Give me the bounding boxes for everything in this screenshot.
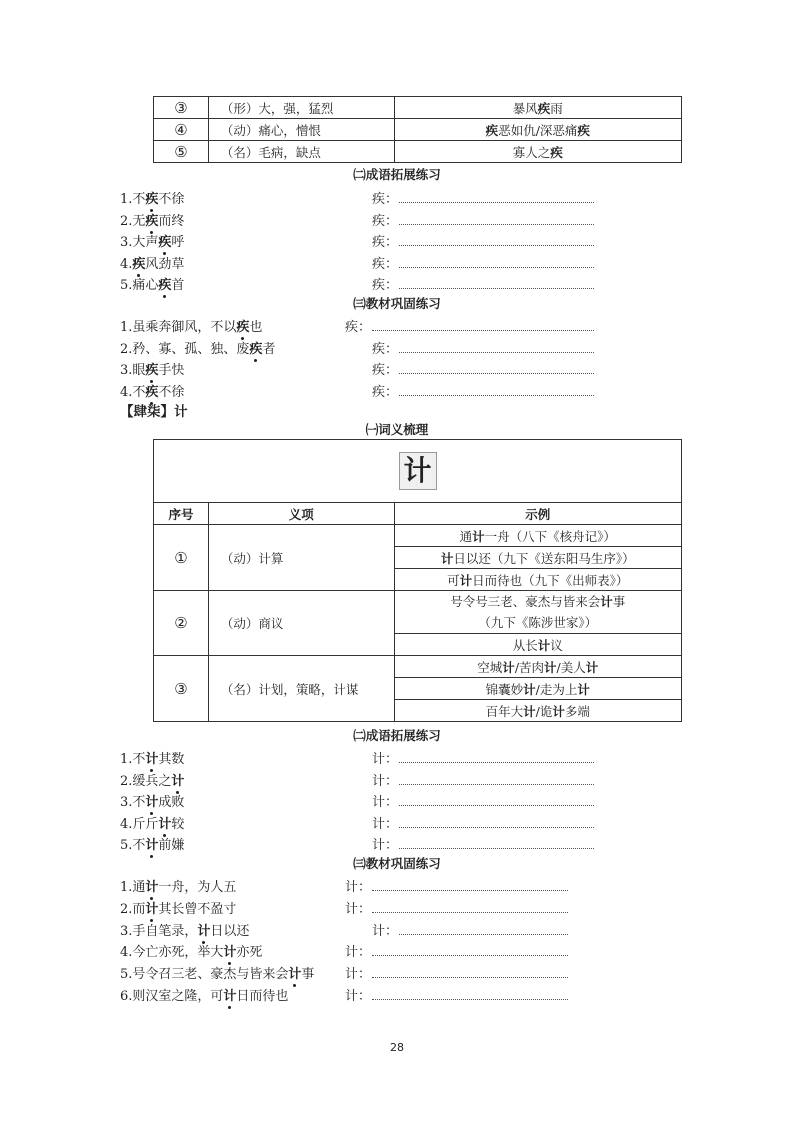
answer-blank[interactable] <box>372 890 568 891</box>
row-number: ④ <box>154 119 209 141</box>
answer-blank[interactable] <box>372 955 568 956</box>
answer-label: 计： <box>372 752 399 767</box>
example-text: 从长 <box>512 637 538 653</box>
exercise-text <box>120 920 249 939</box>
exercise-pre: 3.手自笔录， <box>120 923 198 939</box>
key-char: 疾 <box>145 192 159 207</box>
key-char: 计 <box>537 637 551 653</box>
key-char: 疾 <box>236 320 250 335</box>
meaning-cell: （形）大，强，猛烈 <box>208 97 394 119</box>
key-char: 计 <box>585 659 599 675</box>
answer-label: 计： <box>372 795 399 810</box>
exercise-text <box>120 338 275 357</box>
exercise-post: 事 <box>301 967 315 983</box>
exercise-post: 其长曾不盈寸 <box>158 901 237 917</box>
exercise-pre: 3.大声 <box>120 235 159 250</box>
exercise-pre: 1.不 <box>120 192 146 207</box>
example-text: 多端 <box>564 703 590 719</box>
big-char: 计 <box>399 452 437 490</box>
exercise-pre: 3.不 <box>120 795 146 810</box>
ji-meaning-table <box>153 96 682 163</box>
exercise-post: 较 <box>171 816 185 832</box>
exercise-pre: 5.号令召三老、豪杰与皆来会 <box>120 967 289 983</box>
exercise-text <box>120 876 236 895</box>
exercise-post: 首 <box>171 278 185 293</box>
page-number: 28 <box>390 1041 404 1054</box>
answer-label: 计： <box>372 816 399 832</box>
key-char: 计 <box>288 967 302 983</box>
exercise-text <box>120 381 184 400</box>
row-number: ① <box>154 525 209 591</box>
row-number: ③ <box>154 656 209 722</box>
example-text: 通 <box>459 528 473 544</box>
answer-blank[interactable] <box>399 784 594 785</box>
example-text: 日而待也（九下《出师表》） <box>472 572 629 588</box>
key-char: 疾 <box>577 122 590 138</box>
exercise-post: 而终 <box>158 213 185 229</box>
key-char: 计 <box>223 989 237 1004</box>
answer-label: 疾： <box>372 363 399 378</box>
section-title-idiom: ㈡成语拓展练习 <box>353 728 441 743</box>
key-char: 计 <box>523 681 536 697</box>
example-text: /诡 <box>535 703 553 719</box>
meaning-cell: （名）毛病，缺点 <box>208 141 394 163</box>
example-text: 百年大 <box>485 703 524 719</box>
exercise-post: 手快 <box>158 363 185 378</box>
exercise-pre: 5.痛心 <box>120 278 159 293</box>
exercise-text <box>120 316 262 335</box>
exercise-post: 不徐 <box>158 192 185 207</box>
example-cell <box>394 634 681 656</box>
answer-blank[interactable] <box>372 999 568 1000</box>
table-row <box>154 141 682 163</box>
example-text: 一舟（八下《核舟记》） <box>484 528 616 544</box>
section-number: 【肆柒】 <box>120 404 174 420</box>
answer-label: 计： <box>372 773 399 789</box>
exercise-post: 日以还 <box>210 923 250 939</box>
section-title-textbook: ㈢教材巩固练习 <box>353 296 441 311</box>
exercise-pre: 2.矜、寡、孤、独、废 <box>120 341 250 357</box>
answer-label: 计： <box>372 838 399 853</box>
exercise-pre: 2.缓兵之 <box>120 773 172 789</box>
section-char: 计 <box>174 404 188 420</box>
answer-label: 计： <box>345 880 372 895</box>
exercise-text <box>120 253 184 272</box>
key-char: 计 <box>502 659 515 675</box>
exercise-text <box>120 813 184 832</box>
exercise-post: 日而待也 <box>236 989 289 1004</box>
answer-blank[interactable] <box>399 373 594 374</box>
table-row <box>154 97 682 119</box>
answer-blank[interactable] <box>399 224 594 225</box>
exercise-text <box>120 898 236 917</box>
example-text: 雨 <box>550 100 563 116</box>
exercise-post: 呼 <box>171 235 185 250</box>
table-row <box>154 119 682 141</box>
meaning-cell: （动）痛心，憎恨 <box>208 119 394 141</box>
answer-label: 疾： <box>372 341 399 357</box>
example-cell <box>394 97 681 119</box>
answer-blank[interactable] <box>399 805 594 806</box>
key-char: 疾 <box>550 144 563 160</box>
answer-label: 疾： <box>372 278 399 293</box>
exercise-pre: 3.眼 <box>120 363 146 378</box>
answer-blank[interactable] <box>399 395 594 396</box>
example-text: 寡人之 <box>512 144 551 160</box>
answer-label: 计： <box>345 945 372 961</box>
header-number: 序号 <box>154 503 209 525</box>
example-text: 号令号三老、豪杰与皆来会 <box>450 594 601 609</box>
answer-label: 疾： <box>372 213 399 229</box>
key-char: 疾 <box>158 278 172 293</box>
answer-label: 疾： <box>372 256 399 272</box>
exercise-pre: 4. <box>120 256 133 272</box>
answer-label: 疾： <box>372 384 399 400</box>
example-text: /走为上 <box>535 681 578 697</box>
key-char: 计 <box>145 752 159 767</box>
row-number: ⑤ <box>154 141 209 163</box>
key-char: 计 <box>223 945 237 961</box>
key-char: 疾 <box>132 256 146 272</box>
example-cell <box>394 525 681 547</box>
exercise-pre: 1.虽乘奔御风，不以 <box>120 320 237 335</box>
exercise-pre: 4.不 <box>120 384 146 400</box>
answer-blank[interactable] <box>399 288 594 289</box>
meaning-title: ㈠词义梳理 <box>365 422 429 437</box>
table-header-row <box>154 503 682 525</box>
section-title-idiom: ㈡成语拓展练习 <box>353 167 441 182</box>
answer-blank[interactable] <box>399 934 568 935</box>
key-char: 计 <box>145 901 159 917</box>
answer-blank[interactable] <box>372 977 568 978</box>
header-example: 示例 <box>394 503 681 525</box>
exercise-post: 前嫌 <box>158 838 185 853</box>
exercise-pre: 4.斤斤 <box>120 816 159 832</box>
exercise-text <box>120 834 184 853</box>
example-text: /美人 <box>556 659 586 675</box>
key-char: 疾 <box>158 235 172 250</box>
answer-label: 计： <box>345 901 372 917</box>
row-number: ② <box>154 591 209 656</box>
key-char: 计 <box>577 681 590 697</box>
example-cell <box>394 591 681 634</box>
exercise-post: 不徐 <box>158 384 185 400</box>
key-char: 计 <box>440 550 454 566</box>
answer-label: 计： <box>345 989 372 1004</box>
answer-blank[interactable] <box>399 827 594 828</box>
key-char: 疾 <box>145 363 159 378</box>
exercise-text <box>120 985 288 1004</box>
example-text: 恶如仇/深恶痛 <box>498 122 578 138</box>
exercise-text <box>120 941 262 960</box>
answer-blank[interactable] <box>372 912 568 913</box>
key-char: 计 <box>197 923 211 939</box>
exercise-post: 成败 <box>158 795 185 810</box>
exercise-text <box>120 791 184 810</box>
example-cell <box>394 656 681 678</box>
exercise-post: 也 <box>249 320 263 335</box>
exercise-post: 其数 <box>158 752 185 767</box>
exercise-text <box>120 210 184 229</box>
answer-blank[interactable] <box>399 245 594 246</box>
example-text: 事 <box>612 594 626 609</box>
exercise-text <box>120 359 184 378</box>
key-char: 计 <box>552 703 565 719</box>
key-char: 计 <box>145 838 159 853</box>
answer-label: 疾： <box>372 235 399 250</box>
exercise-pre: 1.通 <box>120 880 146 895</box>
example-cell <box>394 678 681 700</box>
answer-blank[interactable] <box>399 762 594 763</box>
exercise-text <box>120 963 314 982</box>
answer-label: 疾： <box>345 320 372 335</box>
answer-blank[interactable] <box>399 267 594 268</box>
example-text: /苦肉 <box>514 659 545 675</box>
exercise-pre: 4.今亡亦死，举大 <box>120 945 224 961</box>
key-char: 计 <box>472 528 485 544</box>
key-char: 计 <box>459 572 473 588</box>
example-text: 可 <box>447 572 460 588</box>
exercise-pre: 1.不 <box>120 752 146 767</box>
big-char-cell <box>154 440 682 503</box>
example-cell <box>394 569 681 591</box>
example-cell <box>394 700 681 722</box>
key-char: 疾 <box>485 122 499 138</box>
key-char: 疾 <box>145 384 159 400</box>
answer-label: 计： <box>345 967 372 983</box>
meaning-cell: （动）计算 <box>208 525 394 591</box>
key-char: 疾 <box>145 213 159 229</box>
example-text: 日以还（九下《送东阳马生序》） <box>453 550 635 566</box>
answer-blank[interactable] <box>399 352 594 353</box>
example-text: 空城 <box>477 659 503 675</box>
example-cell <box>394 547 681 569</box>
key-char: 计 <box>171 773 185 789</box>
exercise-text <box>120 748 184 767</box>
key-char: 计 <box>145 795 159 810</box>
answer-label: 计： <box>372 923 399 939</box>
exercise-post: 一舟，为人五 <box>158 880 237 895</box>
header-meaning: 义项 <box>208 503 394 525</box>
section-title-textbook: ㈢教材巩固练习 <box>353 856 441 871</box>
exercise-pre: 6.则汉室之隆，可 <box>120 989 224 1004</box>
key-char: 计 <box>600 594 613 609</box>
key-char: 计 <box>158 816 172 832</box>
answer-label: 疾： <box>372 192 399 207</box>
key-char: 计 <box>523 703 536 719</box>
exercise-pre: 2.而 <box>120 901 146 917</box>
exercise-text <box>120 770 184 789</box>
exercise-post: 风劲草 <box>145 256 185 272</box>
key-char: 计 <box>544 659 557 675</box>
answer-blank[interactable] <box>399 202 594 203</box>
key-char: 疾 <box>537 100 551 116</box>
meaning-cell: （动）商议 <box>208 591 394 656</box>
exercise-pre: 5.不 <box>120 838 146 853</box>
example-text: 锦囊妙 <box>485 681 524 697</box>
answer-blank[interactable] <box>399 848 594 849</box>
exercise-text <box>120 188 184 207</box>
section-heading <box>120 400 188 420</box>
exercise-post: 亦死 <box>236 945 263 961</box>
example-text: 议 <box>550 637 563 653</box>
key-char: 疾 <box>249 341 263 357</box>
meaning-cell: （名）计划，策略，计谋 <box>208 656 394 722</box>
example-cell <box>394 119 681 141</box>
exercise-post: 者 <box>262 341 276 357</box>
key-char: 计 <box>145 880 159 895</box>
exercise-pre: 2.无 <box>120 213 146 229</box>
exercise-text <box>120 274 184 293</box>
exercise-text <box>120 231 184 250</box>
jj-meaning-table <box>153 439 682 722</box>
example-cell <box>394 141 681 163</box>
answer-blank[interactable] <box>372 330 594 331</box>
example-text: 暴风 <box>512 100 538 116</box>
row-number: ③ <box>154 97 209 119</box>
example-source: （九下《陈涉世家》） <box>478 615 598 630</box>
